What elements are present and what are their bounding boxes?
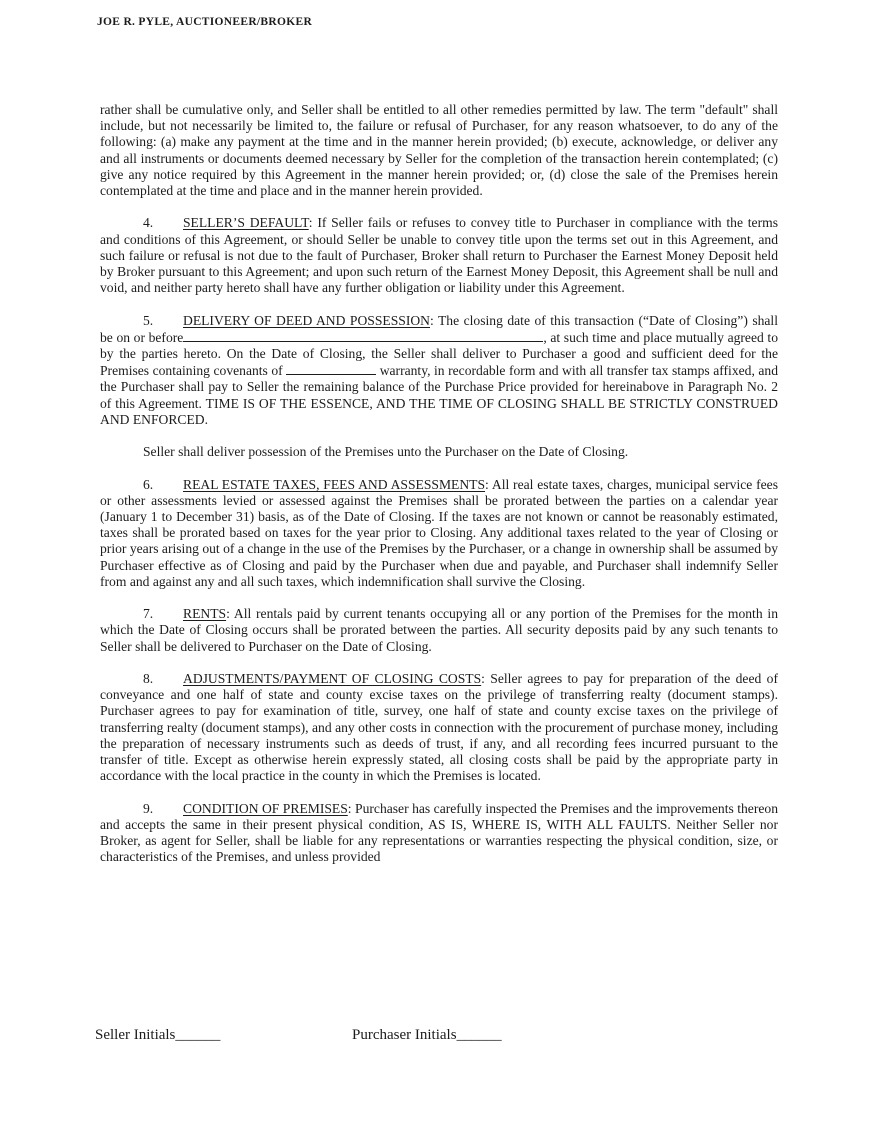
paragraph-number: 8.: [143, 671, 154, 687]
document-header-title: JOE R. PYLE, AUCTIONEER/BROKER: [97, 16, 313, 28]
paragraph-heading: REAL ESTATE TAXES, FEES AND ASSESSMENTS: [183, 476, 486, 492]
contract-paragraph-4: 4. SELLER’S DEFAULT: If Seller fails or refuses to convey title to Purchaser in compliance with the terms and conditions of this Agreement, or should Seller be unable to convey title upon the terms set out in this Agreement, and such failure or refusal is not due to the fault of Purchaser, Broker shall return to Purchaser the Earnest Money Deposit held by Broker pursuant to this Agreement; and upon such return of the Earnest Money Deposit, this Agreement shall be null and void, and neither party hereto shall have any further obligation or liability under this Agreement.: [100, 215, 778, 296]
paragraph-heading: CONDITION OF PREMISES: [183, 800, 348, 816]
paragraph-number: 6.: [143, 476, 154, 492]
seller-initials-label: Seller Initials: [95, 1027, 176, 1043]
paragraph-number: 4.: [143, 215, 154, 231]
fill-in-blank: [286, 362, 376, 375]
fill-in-blank: [183, 329, 543, 342]
contract-paragraph-6: 6. REAL ESTATE TAXES, FEES AND ASSESSMENTS: All real estate taxes, charges, municipal service fees or other assessments levied or assessed against the Premises shall be prorated between the parties on a calendar year (January 1 to December 31) basis, as of the Date of Closing. If the taxes are not known or cannot be reasonably estimated, taxes shall be prorated based on taxes for the year prior to Closing. Any additional taxes related to the year of Closing or prior years arising out of a change in the use of the Premises by the Purchaser, or a change in ownership shall be assumed by Purchaser effective as of Closing and paid by the Purchaser when due and payable, and Purchaser shall indemnify Seller from and against any and all such taxes, which indemnification shall survive the Closing.: [100, 476, 778, 589]
paragraph-heading: DELIVERY OF DEED AND POSSESSION: [183, 312, 430, 328]
document-body: [100, 102, 778, 882]
seller-initials-line: [95, 1026, 220, 1045]
paragraph-heading: RENTS: [183, 606, 227, 622]
contract-paragraph: Seller shall deliver possession of the Premises unto the Purchaser on the Date of Closing.: [143, 444, 629, 460]
contract-paragraph-9: 9. CONDITION OF PREMISES: Purchaser has carefully inspected the Premises and the improvements thereon and accepts the same in their present physical condition, AS IS, WHERE IS, WITH ALL FAULTS. Neither Seller nor Broker, as agent for Seller, shall be liable for any representations or warranties respecting the physical condition, size, or characteristics of the Premises, and unless provided: [100, 800, 778, 865]
paragraph-heading: ADJUSTMENTS/PAYMENT OF CLOSING COSTS: [183, 671, 482, 687]
seller-initials-blank: ______: [175, 1027, 221, 1043]
contract-paragraph-5: 5. DELIVERY OF DEED AND POSSESSION: The closing date of this transaction (“Date of Closing”) shall be on or before , at such time and place mutually agreed to by the parties hereto. On the Date of Closing, the Seller shall deliver to Purchaser a good and sufficient deed for the Premises containing covenants of warranty, in recordable form and with all transfer tax stamps affixed, and the Purchaser shall pay to Seller the remaining balance of the Purchase Price provided for hereinabove in Paragraph No. 2 of this Agreement. TIME IS OF THE ESSENCE, AND THE TIME OF CLOSING SHALL BE STRICTLY CONSTRUED AND ENFORCED.: [100, 312, 778, 427]
purchaser-initials-line: [352, 1026, 502, 1045]
contract-paragraph-8: 8. ADJUSTMENTS/PAYMENT OF CLOSING COSTS: Seller agrees to pay for preparation of the deed of conveyance and one half of state and county excise taxes on the privilege of transferring realty (document stamps). Purchaser agrees to pay for examination of title, survey, one half of state and county excise taxes on the privilege of transferring realty (document stamps), and any other costs in connection with the procurement of purchase money, including the preparation of necessary instruments such as deeds of trust, if any, and all recording fees incurred pursuant to the transfer of title. Except as otherwise herein expressly stated, all closing costs shall be paid by the appropriate party in accordance with the local practice in the county in which the Premises is located.: [100, 671, 778, 784]
paragraph-heading: SELLER’S DEFAULT: [183, 215, 309, 231]
contract-paragraph-7: 7. RENTS: All rentals paid by current tenants occupying all or any portion of the Premises for the month in which the Date of Closing occurs shall be prorated between the parties. All security deposits paid by any such tenants to Seller shall be delivered to Purchaser on the Date of Closing.: [100, 606, 778, 654]
purchaser-initials-label: Purchaser Initials: [352, 1027, 457, 1043]
contract-paragraph: rather shall be cumulative only, and Seller shall be entitled to all other remedies permitted by law. The term "default" shall include, but not necessarily be limited to, the failure or refusal of Purchaser, for any reason whatsoever, to do any of the following: (a) make any payment at the time and in the manner herein provided; (b) execute, acknowledge, or deliver any and all instruments or documents deemed necessary by Seller for the completion of the transaction herein contemplated; (c) give any notice required by this Agreement in the manner herein provided; or, (d) close the sale of the Premises herein contemplated at the time and place and in the manner herein provided.: [100, 102, 778, 199]
purchaser-initials-blank: ______: [456, 1027, 502, 1043]
paragraph-number: 5.: [143, 312, 154, 328]
paragraph-number: 7.: [143, 606, 154, 622]
paragraph-number: 9.: [143, 800, 154, 816]
